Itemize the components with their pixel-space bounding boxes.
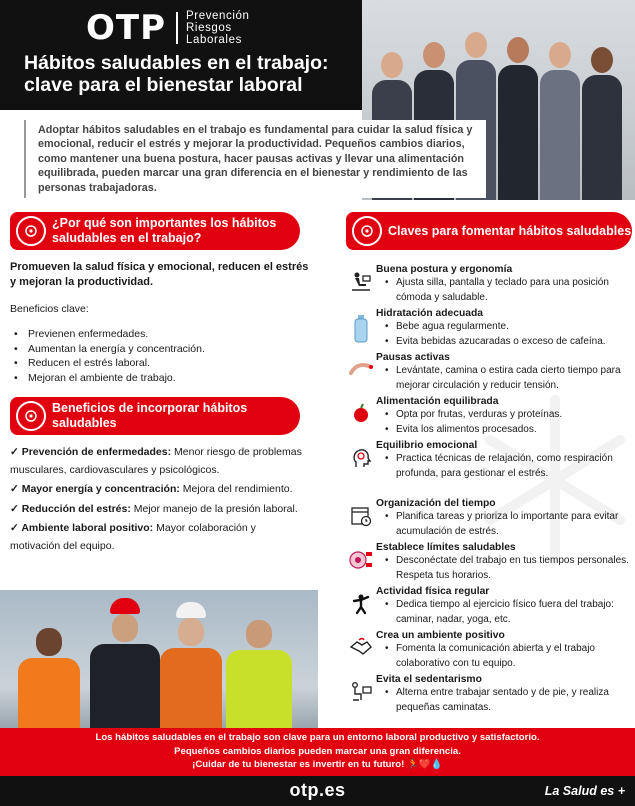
tip-bullet: • Levántate, camina o estira cada cierto tiempo para mejorar circulación y reducir tensión.: [388, 364, 632, 393]
tip-item: [346, 351, 632, 395]
tip-bullet: • Fomenta la comunicación abierta y el trabajo colaborativo con tu equipo.: [388, 642, 632, 671]
worker-figure: [90, 598, 160, 728]
logo-sub-line: Riesgos: [186, 22, 232, 34]
tip-bullet: • Bebe agua regularmente.: [388, 320, 632, 335]
tip-title: Hidratación adecuada: [376, 308, 484, 319]
apple-icon: [346, 395, 376, 439]
tip-title: Pausas activas: [376, 352, 450, 363]
footer-tagline: La Salud es +: [544, 784, 625, 798]
calendar-clock-icon: [346, 497, 376, 541]
tip-bullet: • Planifica tareas y prioriza lo importante para evitar acumulación de estrés.: [388, 510, 632, 539]
tip-bullet: • Evita los alimentos procesados.: [388, 423, 632, 438]
limits-icon: [346, 541, 376, 585]
tip-title: Buena postura y ergonomía: [376, 264, 513, 275]
tip-item: [346, 263, 632, 307]
website-link[interactable]: otp.es: [289, 780, 346, 800]
check-text: Menor riesgo de problemas musculares, cardiovasculares y psicológicos.: [10, 446, 302, 476]
check-icon: ✓: [10, 446, 22, 458]
closing-banner: [0, 728, 635, 776]
check-label: Prevención de enfermedades:: [21, 446, 172, 458]
tip-item: [346, 673, 632, 717]
check-icon: ✓: [10, 522, 22, 534]
list-item: • Mejoran el ambiente de trabajo.: [14, 372, 205, 385]
sedentary-icon: [346, 673, 376, 717]
check-item: [10, 481, 306, 499]
section-keys-header: [346, 212, 632, 250]
logo-divider: [176, 12, 178, 44]
tip-title: Alimentación equilibrada: [376, 396, 499, 407]
check-label: Mayor energía y concentración:: [21, 483, 180, 495]
tip-title: Establece límites saludables: [376, 542, 516, 553]
banner-line: Pequeños cambios diarios pueden marcar una gran diferencia.: [174, 745, 461, 757]
header: [0, 0, 362, 110]
benefit-checks: [10, 444, 306, 557]
benefits-list: [14, 328, 205, 386]
tip-bullet: • Dedica tiempo al ejercicio físico fuera del trabajo: caminar, nadar, yoga, etc.: [388, 598, 632, 627]
check-label: Reducción del estrés:: [21, 502, 131, 515]
tip-title: Evita el sedentarismo: [376, 674, 482, 685]
page-title: [24, 52, 354, 96]
tip-bullet: • Desconéctate del trabajo en tus tiempos personales. Respeta tus horarios.: [388, 554, 632, 583]
tip-item: [346, 307, 632, 351]
check-icon: ✓: [10, 483, 22, 495]
brain-gear-icon: [16, 216, 46, 246]
person-figure: [540, 42, 580, 200]
check-item: [10, 501, 306, 519]
workers-photo: [0, 590, 318, 728]
tip-item: [346, 629, 632, 673]
worker-figure: [160, 602, 222, 728]
tip-title: Equilibrio emocional: [376, 440, 478, 451]
tip-title: Crea un ambiente positivo: [376, 630, 505, 641]
logo-subtitle: [186, 10, 250, 46]
exercise-icon: [346, 585, 376, 629]
intro-paragraph: Adoptar hábitos saludables en el trabajo es fundamental para cuidar la salud física y emocional, reducir el estrés y mejorar la productividad. Pequeños cambios diarios, como mantener una buena postura, hacer pausas activas y llevar una alimentación equilibrada, pueden marcar una gran diferencia en el bienestar y rendimiento de las personas trabajadoras.: [24, 120, 486, 198]
handshake-icon: [346, 629, 376, 673]
check-icon: ✓: [10, 502, 22, 515]
banner-line: Los hábitos saludables en el trabajo son clave para un entorno laboral productivo y satisfactorio.: [95, 732, 540, 743]
check-item: [10, 520, 306, 555]
tip-bullet: • Opta por frutas, verduras y proteínas.: [388, 408, 632, 423]
list-item: • Previenen enfermedades.: [14, 328, 205, 341]
check-text: Mejora del rendimiento.: [179, 483, 293, 495]
list-item: • Aumentan la energía y concentración.: [14, 343, 205, 356]
tip-item: [346, 395, 632, 439]
tip-item: [346, 541, 632, 585]
logo-word: OTP: [86, 8, 167, 48]
section-keys-title: Claves para fomentar hábitos saludables: [388, 223, 632, 238]
logo-sub-line: Prevención: [186, 10, 250, 22]
check-text: Mayor colaboración y motivación del equipo.: [10, 522, 256, 552]
tip-bullet: • Evita bebidas azucaradas o exceso de cafeína.: [388, 335, 632, 350]
section-benefits-header: [10, 397, 300, 435]
stretch-arm-icon: [346, 351, 376, 395]
title-line-1: Hábitos saludables en el trabajo:: [24, 52, 329, 74]
tip-bullet: • Alterna entre trabajar sentado y de pie, y realiza pequeñas caminatas.: [388, 686, 632, 715]
check-label: Ambiente laboral positivo:: [21, 522, 154, 534]
worker-figure: [226, 602, 292, 728]
brain-gear-icon: [352, 216, 382, 246]
list-item: • Reducen el estrés laboral.: [14, 357, 205, 370]
person-figure: [498, 37, 538, 200]
banner-line: ¡Cuidar de tu bienestar es invertir en tu futuro! 🏃❤️💧: [192, 759, 443, 770]
tip-title: Actividad física regular: [376, 586, 490, 597]
title-line-2: clave para el bienestar laboral: [24, 74, 303, 96]
section-why-title: ¿Por qué son importantes los hábitos saludables en el trabajo?: [52, 216, 277, 245]
worker-figure: [18, 608, 80, 728]
logo-sub-line: Laborales: [186, 34, 242, 46]
otp-logo: [86, 8, 250, 48]
section-benefits-title: Beneficios de incorporar hábitos saludables: [52, 401, 248, 430]
head-brain-icon: [346, 439, 376, 497]
footer: [0, 776, 635, 806]
tip-item: [346, 585, 632, 629]
tip-bullet: • Practica técnicas de relajación, como respiración profunda, para gestionar el estrés.: [388, 452, 632, 481]
check-text: Mejor manejo de la presión laboral.: [130, 502, 298, 515]
brain-gear-icon: [16, 401, 46, 431]
tips-list: [346, 263, 632, 717]
person-figure: [582, 47, 622, 200]
tip-item: [346, 439, 632, 497]
benefits-label: Beneficios clave:: [10, 303, 89, 315]
check-item: [10, 444, 306, 479]
section-why-header: [10, 212, 300, 250]
desk-posture-icon: [346, 263, 376, 307]
tip-bullet: • Ajusta silla, pantalla y teclado para una posición cómoda y saludable.: [388, 276, 632, 305]
why-lead: Promueven la salud física y emocional, reducen el estrés y mejoran la productividad.: [10, 261, 309, 288]
tip-title: Organización del tiempo: [376, 498, 496, 509]
water-bottle-icon: [346, 307, 376, 351]
tip-item: [346, 497, 632, 541]
